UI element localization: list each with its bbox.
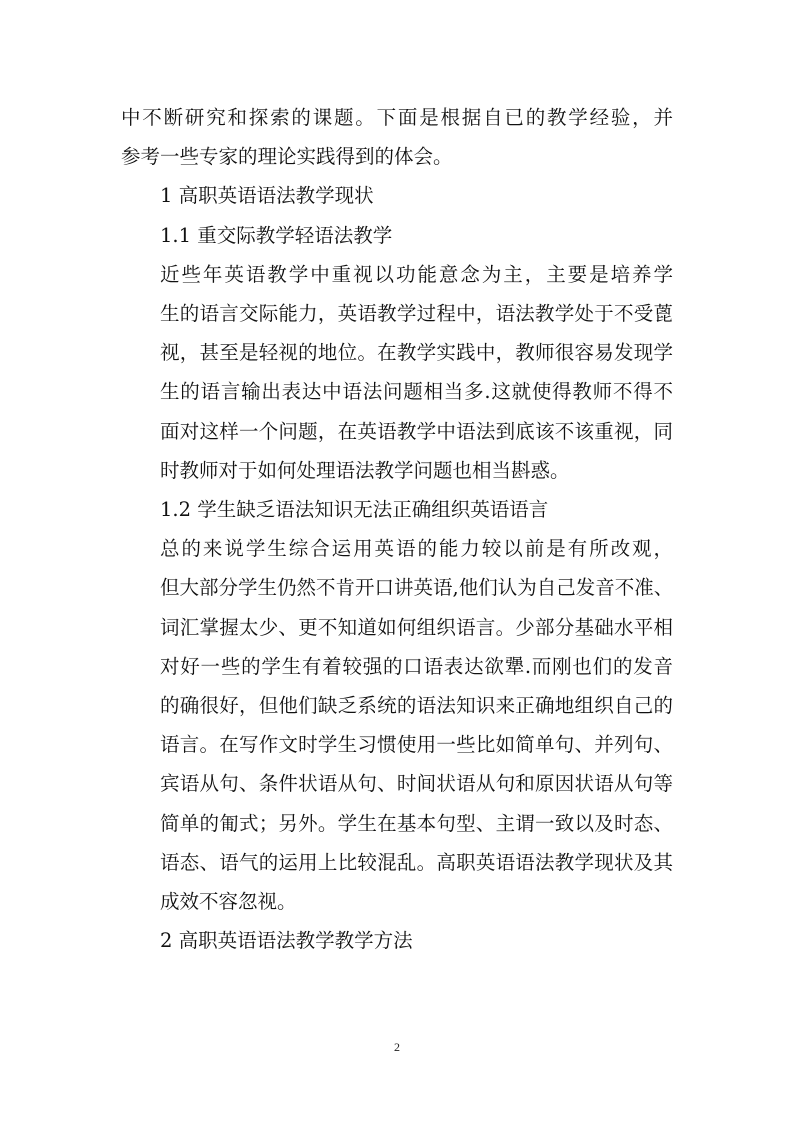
body-text [121,98,673,960]
text-line: 成效不容忽视。 [160,890,297,914]
text-line: 生的语言输出表达中语法问题相当多.这就使得教师不得不 [160,380,673,404]
page-number: 2 [394,1040,400,1054]
text-line: 词汇掌握太少、更不知道如何组织语言。少部分基础水平相 [160,615,673,639]
heading-text: 1.2 学生缺乏语法知识无法正确组织英语语言 [160,498,549,522]
text-line: 时教师对于如何处理语法教学问题也相当斟惑。 [160,458,570,482]
text-line: 宾语从句、条件状语从句、时间状语从句和原因状语从句等 [160,772,673,796]
paragraph-1-2-body [121,529,673,921]
paragraph-1-1-body [121,255,673,490]
text-line: 中不断研究和探索的课题。下面是根据自已的教学经验，并 [121,106,673,129]
text-line: 语言。在写作文时学生习惯使用一些比如简单句、并列句、 [160,733,673,757]
heading-text: 2 高职英语语法教学教学方法 [160,929,413,953]
heading-text: 1.1 重交际教学轻语法教学 [160,223,393,247]
text-line: 参考一些专家的理论实践得到的体会。 [121,145,453,169]
section-heading-1 [121,176,673,215]
paragraph-intro-continuation [121,98,673,176]
text-line: 但大部分学生仍然不肯开口讲英语,他们认为自己发音不准、 [160,576,674,600]
subsection-heading-1-2 [121,490,673,529]
text-line: 视，甚至是轻视的地位。在教学实践中，教师很容易发现学 [160,341,673,365]
heading-text: 1 高职英语语法教学现状 [160,184,374,208]
text-line: 的确很好，但他们缺乏系统的语法知识来正确地组织自己的 [160,694,673,718]
subsection-heading-1-1 [121,216,673,255]
text-line: 面对这样一个问题，在英语教学中语法到底该不该重视，同 [160,419,673,443]
text-line: 语态、语气的运用上比较混乱。高职英语语法教学现状及其 [160,850,673,874]
text-line: 简单的匍式；另外。学生在基本句型、主谓一致以及时态、 [160,811,673,835]
text-line: 对好一些的学生有着较强的口语表达欲犟.而刚也们的发音 [160,654,673,678]
text-line: 总的来说学生综合运用英语的能力较以前是有所改观， [160,537,673,561]
section-heading-2 [121,921,673,960]
text-line: 生的语言交际能力，英语教学过程中，语法教学处于不受蓖 [160,302,673,326]
text-line: 近些年英语教学中重视以功能意念为主，主要是培养学 [160,262,673,286]
